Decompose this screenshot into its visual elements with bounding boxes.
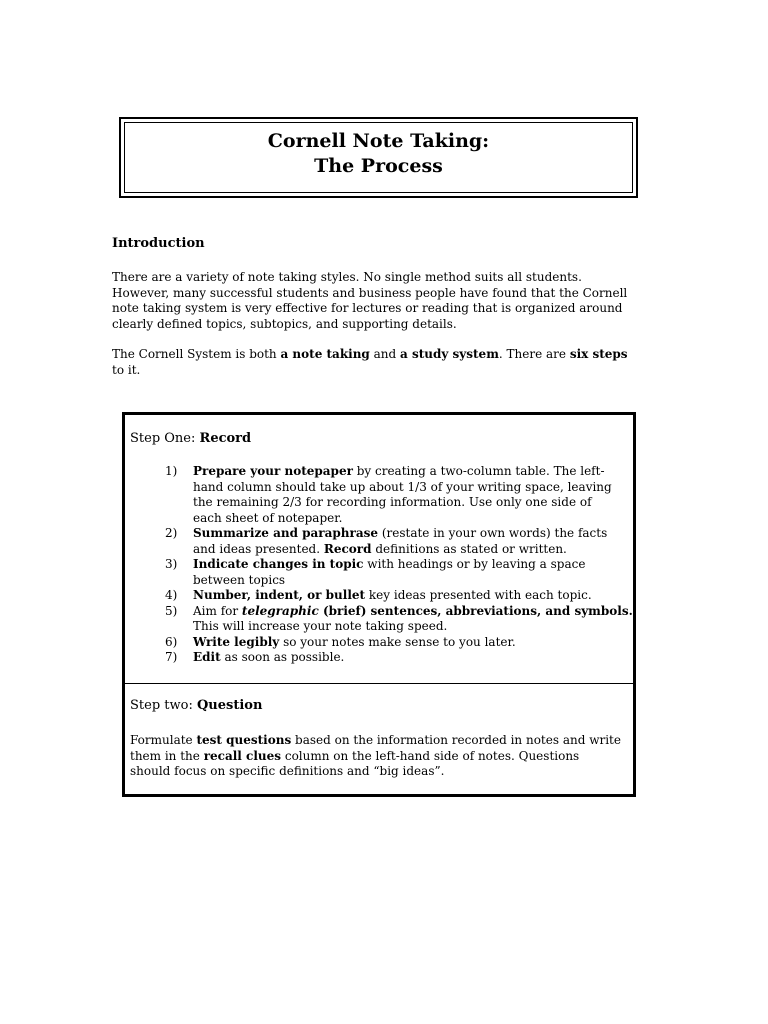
step-one-list xyxy=(165,464,633,666)
list-text: and ideas presented. xyxy=(193,541,324,556)
introduction-paragraph-2 xyxy=(112,347,652,378)
list-number: 1) xyxy=(165,464,178,478)
list-line: This will increase your note taking speed. xyxy=(193,619,448,633)
list-bold: Summarize and paraphrase xyxy=(193,526,379,540)
list-number: 4) xyxy=(165,588,178,602)
list-text: by creating a two-column table. The left- xyxy=(352,464,605,478)
step-two-text: based on the information recorded in notes and write xyxy=(291,733,621,747)
list-line xyxy=(193,542,625,558)
list-line: the remaining 2/3 for recording information. Use only one side of xyxy=(193,495,592,509)
list-line xyxy=(193,603,633,620)
step-two-line-2 xyxy=(130,749,630,765)
list-bold: Prepare your notepaper xyxy=(193,464,353,478)
list-number: 5) xyxy=(165,603,178,618)
step-two-prefix: Step two: xyxy=(130,698,197,713)
intro-p2-text-1: The Cornell System is both xyxy=(112,347,281,361)
list-item xyxy=(165,557,625,588)
step-one-name: Record xyxy=(199,431,252,446)
intro-p1-line-2: However, many successful students and business people have found that the Cornell xyxy=(112,285,628,300)
step-two-paragraph xyxy=(130,733,630,780)
intro-p2-text-2: and xyxy=(369,347,401,361)
list-line xyxy=(193,588,625,604)
list-line: each sheet of notepaper. xyxy=(193,510,343,525)
list-bold: Edit xyxy=(193,650,221,664)
introduction-paragraph-1 xyxy=(112,270,652,332)
list-line xyxy=(193,635,625,651)
intro-p2-line-2: to it. xyxy=(112,362,141,377)
list-bold: Number, indent, or bullet xyxy=(193,588,366,602)
intro-p2-text-3: . There are xyxy=(498,347,570,361)
step-divider xyxy=(125,683,633,684)
list-item xyxy=(165,464,625,526)
title-line-2: The Process xyxy=(314,155,443,177)
intro-p2-bold-2: a study system xyxy=(400,347,499,361)
title-line-1: Cornell Note Taking: xyxy=(267,130,490,152)
step-two-text: column on the left-hand side of notes. Questions xyxy=(281,748,580,763)
list-text: key ideas presented with each topic. xyxy=(365,588,592,602)
step-two-text: them in the xyxy=(130,748,204,763)
list-line xyxy=(193,557,625,573)
step-two-bold: test questions xyxy=(196,733,292,747)
list-text: as soon as possible. xyxy=(220,650,345,664)
list-item xyxy=(165,635,625,651)
list-bold: Record xyxy=(323,541,372,556)
list-number: 7) xyxy=(165,650,178,664)
list-text: so your notes make sense to you later. xyxy=(279,634,516,649)
list-bold-italic: telegraphic xyxy=(241,603,319,618)
step-two-line-3: should focus on specific definitions and “big ideas”. xyxy=(130,764,445,778)
page-title xyxy=(121,129,636,179)
title-box xyxy=(119,117,638,198)
list-bold: (brief) sentences, abbreviations, and symbols. xyxy=(318,603,633,618)
intro-p1-line-4: clearly defined topics, subtopics, and supporting details. xyxy=(112,316,457,331)
list-text: (restate in your own words) the facts xyxy=(378,526,608,540)
list-text: Aim for xyxy=(193,603,242,618)
step-two-heading xyxy=(130,698,262,713)
intro-p2-bold-1: a note taking xyxy=(280,347,370,361)
intro-p2-bold-3: six steps xyxy=(569,347,628,361)
intro-p1-line-1: There are a variety of note taking styles. No single method suits all students. xyxy=(112,270,582,284)
intro-p1-line-3: note taking system is very effective for lectures or reading that is organized around xyxy=(112,301,623,315)
steps-box xyxy=(122,412,636,797)
step-two-bold: recall clues xyxy=(203,748,282,763)
step-one-heading xyxy=(130,431,251,446)
list-text: definitions as stated or written. xyxy=(371,541,567,556)
list-line: hand column should take up about 1/3 of your writing space, leaving xyxy=(193,479,612,494)
list-bold: Indicate changes in topic xyxy=(193,557,364,571)
list-line xyxy=(193,526,625,542)
step-one-prefix: Step One: xyxy=(130,431,200,446)
list-number: 3) xyxy=(165,557,178,571)
list-number: 6) xyxy=(165,634,178,649)
list-text: with headings or by leaving a space xyxy=(363,557,586,571)
step-two-text: Formulate xyxy=(130,733,197,747)
list-item xyxy=(165,526,625,557)
step-two-line-1 xyxy=(130,733,630,749)
list-line xyxy=(193,650,625,666)
list-line xyxy=(193,464,625,480)
introduction-heading: Introduction xyxy=(112,236,205,251)
list-line: between topics xyxy=(193,572,286,587)
list-bold: Write legibly xyxy=(193,634,280,649)
step-two-name: Question xyxy=(196,698,263,713)
list-number: 2) xyxy=(165,526,178,540)
intro-p2-line-1 xyxy=(112,347,652,363)
list-item xyxy=(165,650,625,666)
list-item xyxy=(165,588,625,604)
list-item xyxy=(165,603,633,635)
